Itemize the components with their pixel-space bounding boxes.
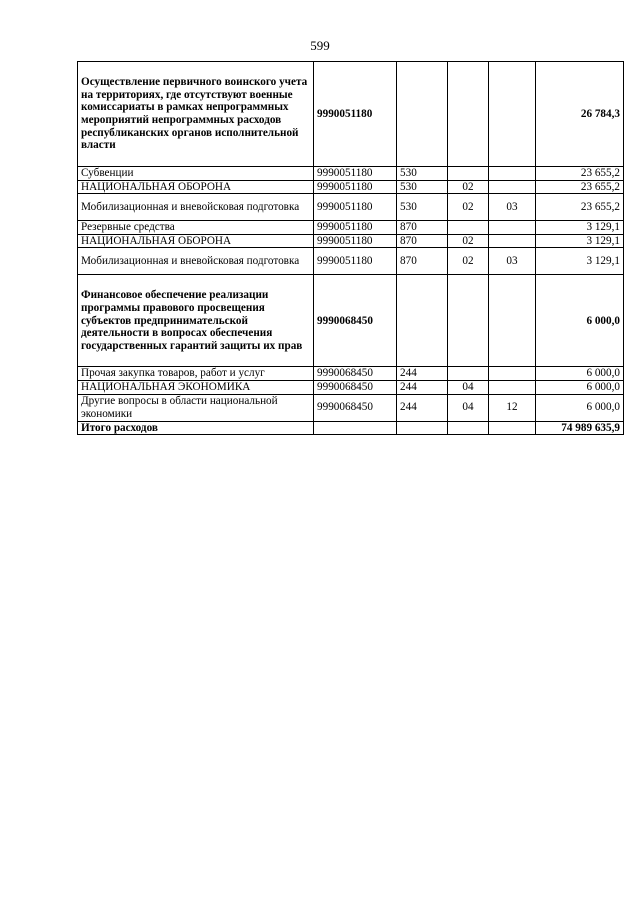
table-row [78,194,624,221]
row-name: Резервные средства [78,221,314,235]
row-subsection [489,234,536,248]
row-name: НАЦИОНАЛЬНАЯ ОБОРОНА [78,180,314,194]
row-name: Субвенции [78,167,314,181]
row-name: Осуществление первичного воинского учета на территориях, где отсутствуют военные комиссариаты в рамках непрограммных мероприятий непрограммных расходов республиканских органов исполнительной власти [78,62,314,167]
table-row [78,421,624,435]
row-target-code [314,421,397,435]
table-row [78,221,624,235]
table-row [78,167,624,181]
row-expense-type: 870 [397,248,448,275]
row-name: Другие вопросы в области национальной экономики [78,394,314,421]
row-subsection: 03 [489,248,536,275]
row-expense-type: 530 [397,180,448,194]
row-target-code: 9990051180 [314,167,397,181]
row-amount: 3 129,1 [536,234,624,248]
row-name: НАЦИОНАЛЬНАЯ ЭКОНОМИКА [78,380,314,394]
row-amount: 6 000,0 [536,394,624,421]
row-section [448,275,489,367]
row-amount: 74 989 635,9 [536,421,624,435]
row-subsection: 12 [489,394,536,421]
row-amount: 23 655,2 [536,180,624,194]
page-number: 599 [310,38,330,53]
row-section: 02 [448,234,489,248]
row-amount: 26 784,3 [536,62,624,167]
row-target-code: 9990068450 [314,275,397,367]
row-expense-type: 870 [397,234,448,248]
row-section: 04 [448,380,489,394]
table-row [78,275,624,367]
row-expense-type: 244 [397,380,448,394]
row-subsection [489,421,536,435]
row-subsection: 03 [489,194,536,221]
row-expense-type [397,62,448,167]
row-expense-type: 870 [397,221,448,235]
row-target-code: 9990051180 [314,194,397,221]
table-row [78,380,624,394]
row-amount: 3 129,1 [536,248,624,275]
row-target-code: 9990051180 [314,221,397,235]
table-row [78,394,624,421]
row-target-code: 9990051180 [314,180,397,194]
table-row [78,234,624,248]
expenditure-table [77,61,624,435]
row-subsection [489,180,536,194]
row-section [448,367,489,381]
row-amount: 6 000,0 [536,367,624,381]
row-target-code: 9990051180 [314,248,397,275]
row-section: 02 [448,180,489,194]
row-target-code: 9990051180 [314,62,397,167]
row-expense-type [397,275,448,367]
row-name: НАЦИОНАЛЬНАЯ ОБОРОНА [78,234,314,248]
row-expense-type [397,421,448,435]
row-name: Мобилизационная и вневойсковая подготовка [78,248,314,275]
row-target-code: 9990068450 [314,394,397,421]
table-row [78,367,624,381]
row-subsection [489,380,536,394]
row-name: Финансовое обеспечение реализации программы правового просвещения субъектов предпринимательской деятельности в вопросах обеспечения государственных гарантий защиты их прав [78,275,314,367]
row-amount: 6 000,0 [536,380,624,394]
row-subsection [489,221,536,235]
table-row [78,62,624,167]
row-section [448,167,489,181]
row-name: Прочая закупка товаров, работ и услуг [78,367,314,381]
table-row [78,248,624,275]
row-expense-type: 244 [397,367,448,381]
row-target-code: 9990068450 [314,380,397,394]
row-target-code: 9990068450 [314,367,397,381]
row-section: 02 [448,194,489,221]
row-section: 04 [448,394,489,421]
row-section [448,221,489,235]
row-subsection [489,167,536,181]
row-subsection [489,62,536,167]
row-name: Итого расходов [78,421,314,435]
row-expense-type: 530 [397,167,448,181]
row-subsection [489,275,536,367]
row-section [448,421,489,435]
row-amount: 23 655,2 [536,167,624,181]
row-name: Мобилизационная и вневойсковая подготовка [78,194,314,221]
row-amount: 3 129,1 [536,221,624,235]
table-row [78,180,624,194]
row-section: 02 [448,248,489,275]
row-amount: 23 655,2 [536,194,624,221]
row-amount: 6 000,0 [536,275,624,367]
row-expense-type: 244 [397,394,448,421]
row-subsection [489,367,536,381]
row-expense-type: 530 [397,194,448,221]
row-target-code: 9990051180 [314,234,397,248]
row-section [448,62,489,167]
